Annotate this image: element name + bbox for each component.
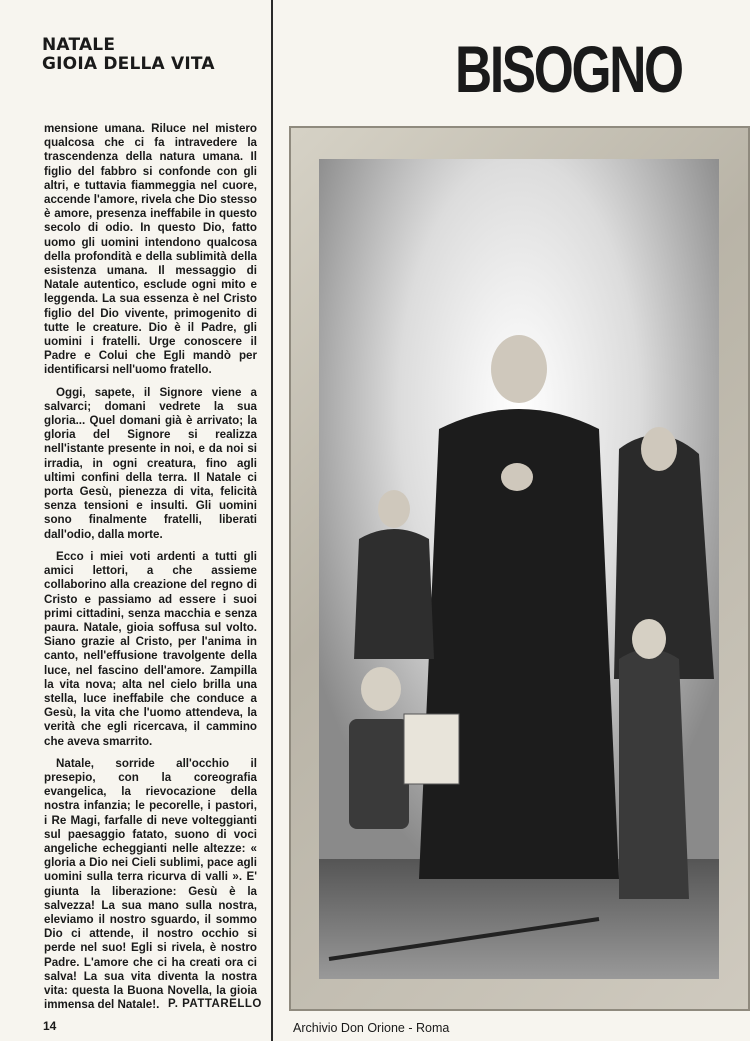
paragraph-3: Ecco i miei voti ardenti a tutti gli amici lettori, a che assieme collaborino alla creazione del regno di Cristo e passiamo ad essere i suoi primi cittadini, senza macchia e senza paura. Natale, gioia soffusa sul volto. Siano grazie al Cristo, per l'anima in canto, nell'effusione travolgente della luce, nel fascino dell'amore. Zampilla la vita nova; alta nel cielo brilla una stella, luce ineffabile che conduce a Gesù, la vita che l'uomo attendeva, la verità che egli ricercava, il cammino che aveva smarrito. xyxy=(44,549,257,748)
painting-image xyxy=(319,159,719,979)
paragraph-4: Natale, sorride all'occhio il presepio, con la coreografia evangelica, la rievocazione della nostra infanzia; le pecorelle, i pastori, i Re Magi, farfalle di neve volteggianti sul paesaggio fatato, suono di voci angeliche echeggianti nelle altezze: « gloria a Dio nei Cieli sublimi, pace agli uomini sulla terra ricurva di valli ». E' giunta la liberazione: Gesù è la salvezza! La sua mano sulla nostra, eleviamo il nostro sguardo, il sommo Dio ci attende, il nostro occhio si perde nel suo! Egli si rivela, è nostro Padre. L'amore che ci ha creati ora ci salva! La sua vita diventa la nostra vita: questa la Buona Novella, la gioia immensa del Natale!. xyxy=(44,756,257,1012)
article-title xyxy=(42,36,258,74)
girl-right-figure xyxy=(619,619,689,899)
title-line-2: GIOIA DELLA VITA xyxy=(42,54,215,74)
title-line-1: NATALE xyxy=(42,35,116,55)
page-number: 14 xyxy=(43,1019,57,1033)
paragraph-1: mensione umana. Riluce nel mistero qualcosa che ci fa intravedere la trascendenza della natura umana. Il figlio del fabbro si confonde con gli altri, e tuttavia fiammeggia nel cuore, accende l'amore, rivela che Dio stesso è amore, presenza ineffabile in questo secolo di odio. In questo Dio, fatto uomo gli uomini intendono qualcosa della profondità e della sublimità della esistenza umana. Il messaggio di Natale autentico, esclude ogni mito e leggenda. La sua essenza è nel Cristo figlio del Dio vivente, primogenito di tutte le creature. Dio è il Padre, gli uomini i fratelli. Urge conoscere il Padre e Colui che Egli mandò per identificarsi nell'uomo fratello. xyxy=(44,122,257,377)
author-signature: P. PATTARELLO xyxy=(168,998,262,1010)
paragraph-2: Oggi, sapete, il Signore viene a salvarci; domani vedrete la sua gloria... Quel domani già è arrivato; la gloria del Signore si realizza nell'istante presente in noi, e da noi si irradia, in ogni creatura, fino agli ultimi confini della terra. Il Natale ci porta Gesù, pienezza di vita, felicità senza tensioni e insulti. Gli uomini sono finalmente fratelli, liberati dall'odio, dalla morte. xyxy=(44,385,257,541)
article-header xyxy=(42,36,258,74)
column-divider xyxy=(271,0,273,1041)
archive-credit: Archivio Don Orione - Roma xyxy=(293,1021,450,1035)
painting-frame xyxy=(289,126,750,1011)
article-body xyxy=(44,122,257,1020)
headline: BISOGNO xyxy=(455,32,682,106)
